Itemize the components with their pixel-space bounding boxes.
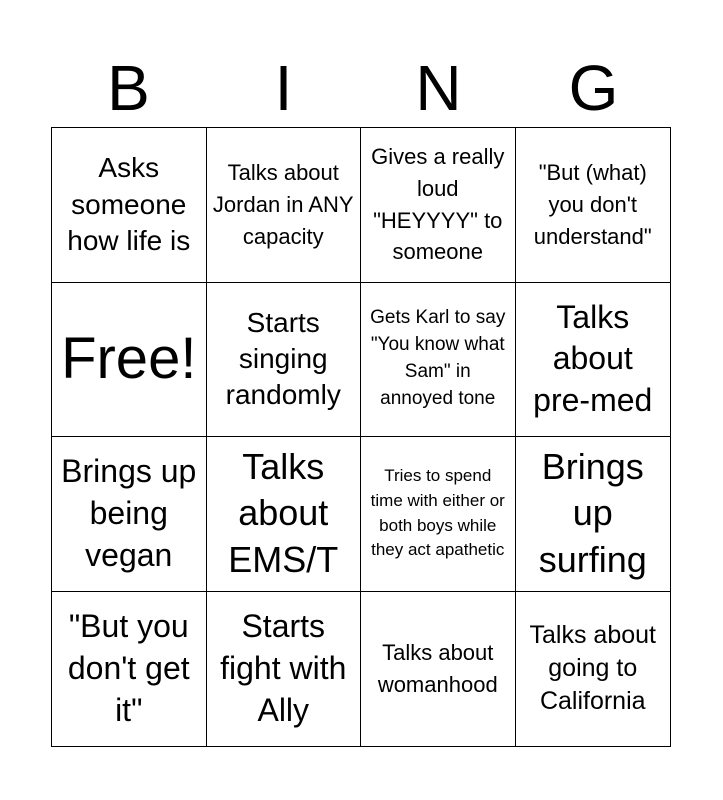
bingo-cell[interactable]: Talks about pre-med (516, 283, 671, 438)
bingo-cell[interactable]: Gets Karl to say "You know what Sam" in annoyed tone (361, 283, 516, 438)
bingo-header (51, 48, 671, 128)
bingo-cell[interactable]: Starts singing randomly (207, 283, 362, 438)
header-letter-n: N (415, 52, 462, 124)
bingo-cell[interactable]: Brings up surfing (516, 437, 671, 592)
bingo-cell[interactable]: Talks about womanhood (361, 592, 516, 747)
bingo-cell[interactable]: Starts fight with Ally (207, 592, 362, 747)
bingo-grid (51, 127, 671, 747)
bingo-cell[interactable]: Tries to spend time with either or both boys while they act apathetic (361, 437, 516, 592)
free-space-cell[interactable]: Free! (52, 283, 207, 438)
bingo-cell[interactable]: Talks about Jordan in ANY capacity (207, 128, 362, 283)
header-letter-g: G (568, 52, 619, 124)
bingo-cell[interactable]: "But (what) you don't understand" (516, 128, 671, 283)
bingo-cell[interactable]: "But you don't get it" (52, 592, 207, 747)
bingo-cell[interactable]: Talks about EMS/T (207, 437, 362, 592)
bingo-cell[interactable]: Asks someone how life is (52, 128, 207, 283)
bingo-cell[interactable]: Gives a really loud "HEYYYY" to someone (361, 128, 516, 283)
header-letter-i: I (274, 52, 293, 124)
bingo-cell[interactable]: Brings up being vegan (52, 437, 207, 592)
bingo-cell[interactable]: Talks about going to California (529, 621, 656, 716)
header-letter-b: B (107, 52, 150, 124)
